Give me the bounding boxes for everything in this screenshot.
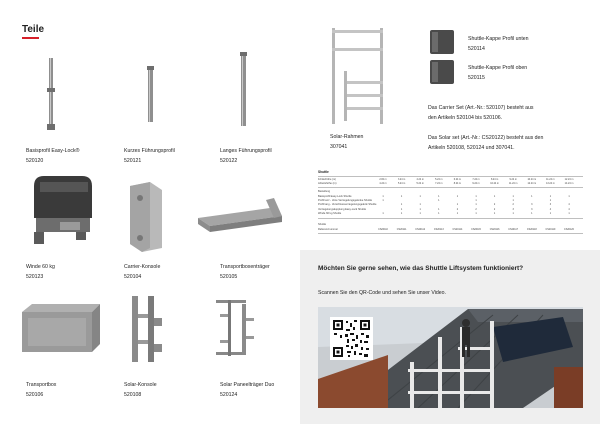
table-cell: 2 — [493, 203, 496, 207]
table-header-cell: 11.24 m — [546, 178, 555, 181]
product-card — [118, 278, 218, 408]
table-cell: 1 — [531, 211, 533, 215]
table-rule — [318, 176, 583, 177]
table-header-label: Förderhöhe (m) — [318, 178, 337, 181]
table-cell: 1 — [456, 195, 459, 198]
cap-bottom-icon — [428, 28, 458, 56]
table-cell: 1 — [419, 207, 421, 211]
solar-set-line: Artikeln 520108, 520124 und 307041. — [428, 145, 515, 151]
table-cell: 1 — [549, 199, 552, 203]
table-cell: 3 — [531, 203, 533, 207]
table-cell: CS20111 — [396, 228, 407, 231]
table-header-cell: 3.24 m — [397, 178, 406, 181]
product-card — [190, 160, 300, 290]
table-cell: 3 — [531, 207, 533, 211]
table-cell: CS20113 — [433, 228, 444, 231]
table-cell: 1 — [475, 195, 477, 198]
table-header-cell: 7.24 m — [435, 182, 443, 185]
table-section-label: Shuttle — [318, 223, 327, 226]
table-cell: CS20112 — [415, 228, 426, 231]
table-cell: 1 — [419, 211, 421, 215]
promo-title: Möchten Sie gerne sehen, wie das Shuttle Liftsystem funktioniert? — [318, 265, 524, 272]
product-number: 520122 — [220, 158, 238, 164]
cap-top-icon — [428, 58, 458, 86]
product-number: 307041 — [330, 144, 348, 150]
solar-set-text — [428, 133, 598, 153]
product-card — [118, 44, 218, 174]
table-header-cell: 11.24 m — [508, 182, 518, 185]
table-row-label: Referenznummer — [318, 228, 339, 231]
table-cell: 2 — [475, 207, 477, 211]
table-cell: 1 — [438, 195, 440, 198]
table-cell: 1 — [456, 203, 459, 207]
product-card — [20, 278, 120, 408]
table-cell: CS20110 — [378, 228, 388, 231]
table-section-label: Bestellung — [318, 190, 331, 193]
table-header-cell: 8.24 m — [490, 178, 499, 181]
cap-number: 520115 — [468, 75, 485, 81]
product-name: Kurzes Führungsprofil — [124, 148, 175, 154]
table-cell: 1 — [475, 211, 477, 215]
table-cell: CS20119 — [545, 228, 556, 231]
product-number: 520124 — [220, 392, 238, 398]
table-rule — [318, 233, 583, 234]
table-cell: 1 — [512, 211, 514, 215]
table-cell: 1 — [438, 199, 440, 203]
product-name: Winde 60 kg — [26, 264, 55, 270]
product-number: 520105 — [220, 274, 238, 280]
table-header-cell: 12.24 m — [564, 178, 574, 181]
table-cell: 1 — [493, 211, 496, 215]
table-title: Shuttle — [318, 170, 329, 174]
table-cell: 3 — [549, 203, 552, 207]
table-header-label: Arbeitshöhe (m) — [318, 182, 337, 185]
table-header-cell: 10.24 m — [490, 182, 499, 185]
product-card — [324, 26, 424, 156]
table-header-cell: 9.24 m — [472, 182, 480, 185]
carrier-set-line: Das Carrier Set (Art.-Nr.: 520107) besteht aus — [428, 105, 534, 111]
table-cell: 2 — [493, 207, 496, 211]
table-cell: 1 — [475, 203, 477, 207]
table-header-cell: 2.84 m — [379, 178, 387, 181]
table-cell: 1 — [549, 195, 552, 198]
table-header-cell: 13.24 m — [546, 182, 555, 185]
table-cell: CS20120 — [564, 228, 574, 231]
table-cell: CS20117 — [508, 228, 519, 231]
product-card — [214, 278, 314, 408]
table-rule — [318, 187, 583, 188]
table-row-label: Basisprofil Easy-Lock Shuttle — [318, 195, 352, 198]
table-cell: 1 — [400, 195, 403, 198]
product-number: 520106 — [26, 392, 44, 398]
table-cell: CS20116 — [489, 228, 500, 231]
solar-frame-icon — [324, 26, 424, 126]
carrier-set-text — [428, 103, 598, 123]
table-cell: 1 — [400, 203, 403, 207]
solar-panel-carrier-duo-icon — [214, 278, 314, 378]
solar-set-line: Das Solar set (Art.-Nr.: CS20122) besteht aus den — [428, 135, 544, 141]
product-card — [20, 44, 120, 174]
table-header-cell: 5.24 m — [435, 178, 443, 181]
transport-box-icon — [20, 278, 120, 378]
table-rule — [318, 218, 583, 219]
product-number: 520108 — [124, 392, 142, 398]
table-cell: 1 — [456, 211, 459, 215]
table-header-cell: 5.24 m — [397, 182, 406, 185]
table-cell: 4 — [549, 207, 552, 211]
product-name: Solar-Rahmen — [330, 134, 364, 140]
winch-icon — [20, 160, 120, 260]
product-name: Carrier-Konsole — [124, 264, 161, 270]
table-header-cell: 4.24 m — [416, 178, 424, 181]
table-cell: 1 — [531, 195, 533, 198]
table-cell: 1 — [475, 199, 477, 203]
table-cell: 1 — [438, 211, 440, 215]
product-number: 520120 — [26, 158, 44, 164]
table-cell: 1 — [568, 211, 570, 215]
table-cell: 4 — [568, 203, 570, 207]
qr-code[interactable] — [330, 317, 373, 360]
table-cell: 1 — [419, 203, 421, 207]
table-cell: 1 — [400, 211, 403, 215]
table-header-cell: 8.24 m — [453, 182, 462, 185]
cap-name: Shuttle-Kappe Profil oben — [468, 65, 528, 71]
solar-console-icon — [118, 278, 218, 378]
cap-name: Shuttle-Kappe Profil unten — [468, 36, 529, 42]
product-name: Langes Führungsprofil — [220, 148, 272, 154]
table-cell: 1 — [382, 195, 384, 198]
product-name: Solar Paneelträger Duo — [220, 382, 275, 388]
table-cell: 1 — [568, 195, 570, 198]
table-header-cell: 6.24 m — [453, 178, 462, 181]
table-cell: 1 — [512, 195, 514, 198]
carrier-set-line: den Artikeln 520104 bis 520106. — [428, 115, 503, 121]
table-header-cell: 5.24 m — [416, 182, 424, 185]
table-cell: 1 — [382, 211, 384, 215]
table-header-cell: 10.24 m — [527, 178, 537, 181]
table-cell: 4 — [568, 207, 570, 211]
table-header-cell: 9.24 m — [509, 178, 517, 181]
table-header-cell: 14.24 m — [564, 182, 574, 185]
table-cell: 2 — [456, 207, 459, 211]
heading-underline — [22, 37, 39, 39]
table-row-label: Profil lang - Verschlussverriegelungsgelenk Shuttle — [318, 203, 377, 207]
table-row-label: Verriegelungskupplung Easy-Lock Shuttle — [318, 207, 367, 211]
table-cell: 1 — [512, 199, 514, 203]
product-number: 520104 — [124, 274, 142, 280]
product-number: 520123 — [26, 274, 44, 280]
table-header-cell: 7.24 m — [472, 178, 480, 181]
base-profile-icon — [20, 44, 120, 144]
product-name: Transportboxenträger — [220, 264, 270, 270]
table-row-label: Profil kurz - ohne Verriegelungsgelenke Shuttle — [318, 199, 373, 203]
table-header-cell: 12.24 m — [527, 182, 537, 185]
table-cell: 3 — [512, 207, 514, 211]
product-number: 520121 — [124, 158, 142, 164]
shuttle-configuration-table — [318, 170, 583, 236]
product-card — [20, 160, 120, 290]
table-cell: 1 — [493, 195, 496, 198]
long-guide-profile-icon — [214, 44, 314, 144]
cap-number: 520114 — [468, 46, 485, 52]
table-cell: 2 — [512, 203, 514, 207]
product-name: Solar-Konsole — [124, 382, 157, 388]
table-cell: CS20115 — [471, 228, 481, 231]
section-heading: Teile — [22, 24, 45, 35]
table-cell: 1 — [382, 199, 384, 203]
table-header-cell: 4.24 m — [379, 182, 387, 185]
product-card — [214, 44, 314, 174]
table-cell: CS20118 — [526, 228, 537, 231]
product-name: Transportbox — [26, 382, 57, 388]
table-cell: 1 — [549, 211, 552, 215]
product-name: Basisprofil Easy-Lock® — [26, 148, 80, 154]
table-cell: CS20114 — [452, 228, 463, 231]
table-cell: 1 — [419, 195, 421, 198]
table-cell: 1 — [400, 207, 403, 211]
short-guide-profile-icon — [118, 44, 218, 144]
promo-text: Scannen Sie den QR-Code und sehen Sie unser Video. — [318, 290, 446, 296]
transport-box-carrier-icon — [190, 160, 300, 260]
table-cell: 1 — [438, 207, 440, 211]
table-row-label: Winde 60 kg Shuttle — [318, 211, 342, 215]
